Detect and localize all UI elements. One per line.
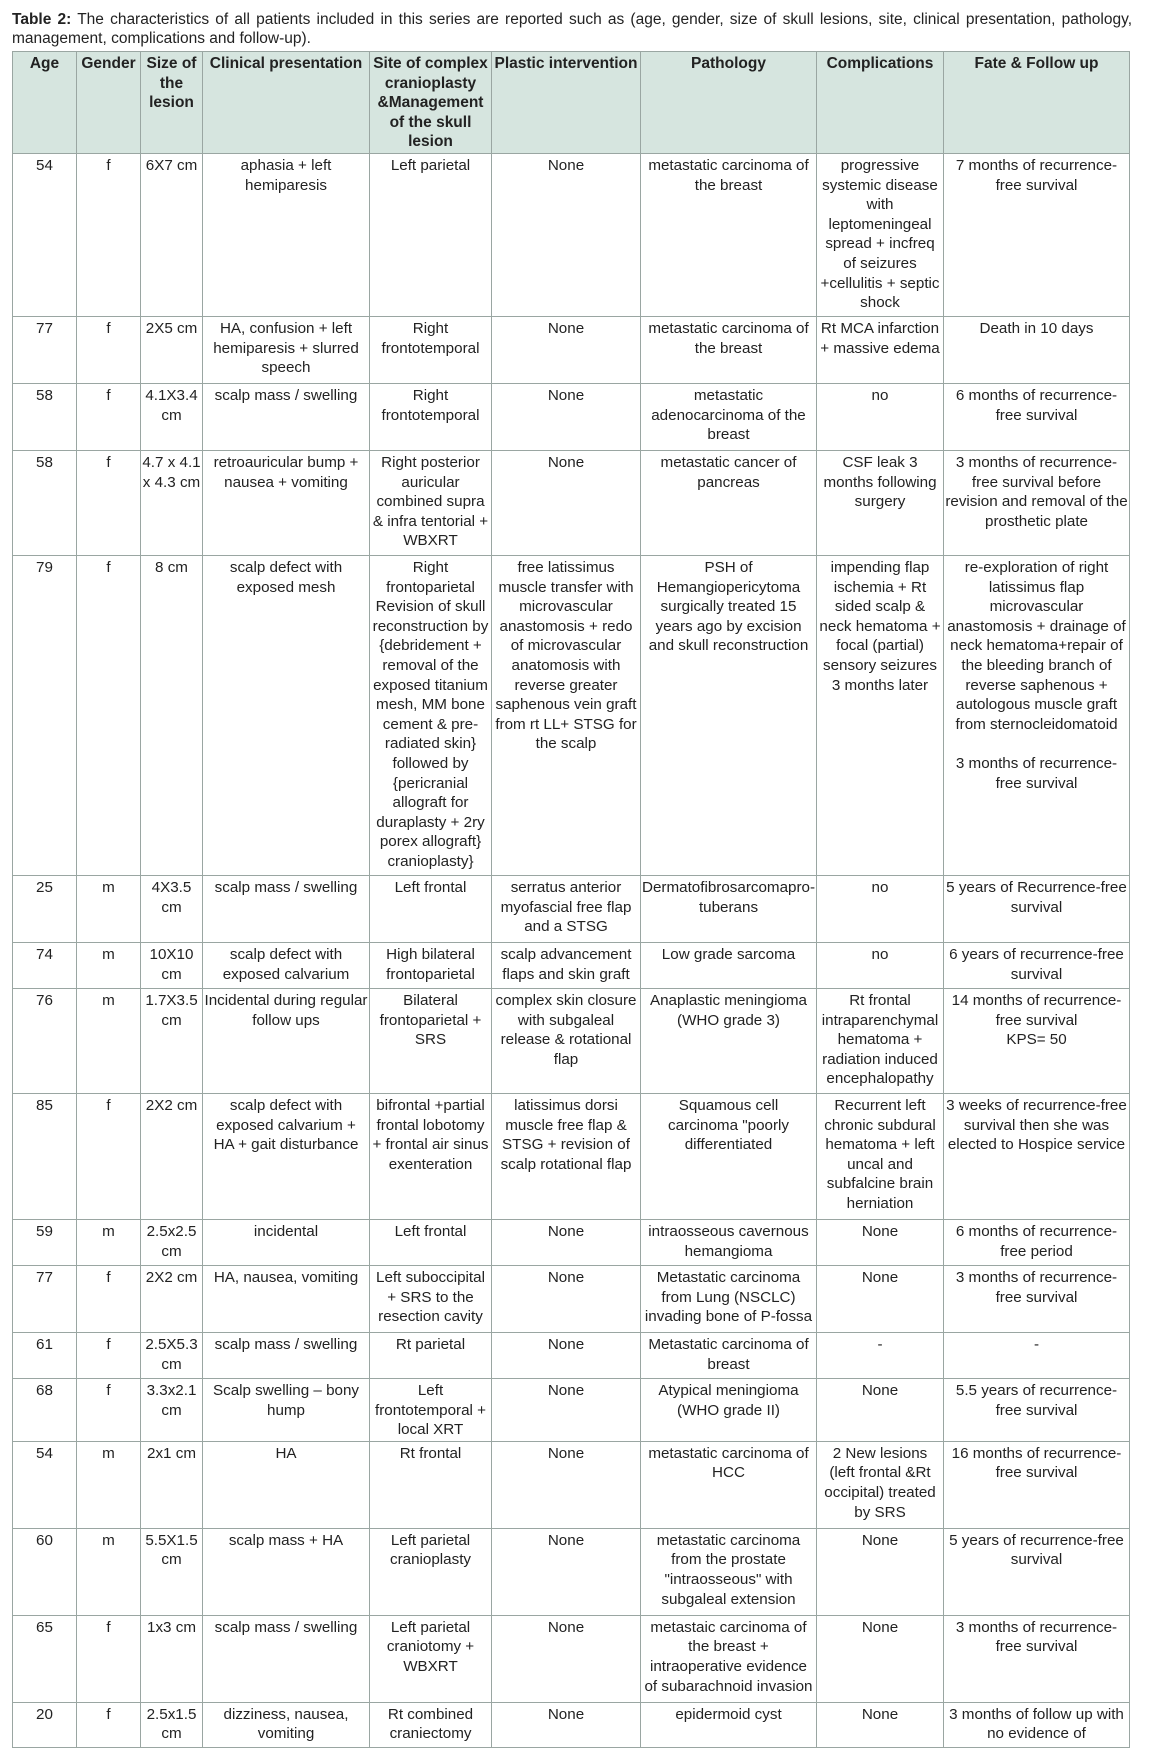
cell-complications: impending flap ischemia + Rt sided scalp & neck hematoma + focal (partial) sensory seizures 3 months later xyxy=(817,555,944,875)
cell-age: 79 xyxy=(13,555,77,875)
cell-clinical-presentation: scalp mass / swelling xyxy=(203,1615,370,1702)
cell-fate-follow-up: 3 weeks of recurrence-free survival then she was elected to Hospice service xyxy=(944,1093,1130,1219)
header-site: Site of complex cranioplasty &Management of the skull lesion xyxy=(370,52,492,154)
cell-plastic-intervention: None xyxy=(492,316,641,383)
cell-site: Bilateral frontoparietal + SRS xyxy=(370,988,492,1093)
cell-gender: f xyxy=(77,153,141,316)
cell-age: 68 xyxy=(13,1378,77,1441)
cell-age: 20 xyxy=(13,1702,77,1747)
cell-fate-follow-up: - xyxy=(944,1332,1130,1378)
cell-gender: f xyxy=(77,1378,141,1441)
cell-size: 2X2 cm xyxy=(141,1093,203,1219)
table-row xyxy=(13,1332,1130,1378)
cell-fate-follow-up: 3 months of recurrence-free survival before revision and removal of the prosthetic plate xyxy=(944,450,1130,555)
cell-complications: 2 New lesions (left frontal &Rt occipital) treated by SRS xyxy=(817,1441,944,1528)
cell-fate-follow-up: 16 months of recurrence-free survival xyxy=(944,1441,1130,1528)
cell-pathology: metastatic carcinoma of the breast xyxy=(641,153,817,316)
cell-age: 65 xyxy=(13,1615,77,1702)
cell-complications: None xyxy=(817,1265,944,1332)
cell-fate-follow-up: 5.5 years of recurrence-free survival xyxy=(944,1378,1130,1441)
cell-site: Rt frontal xyxy=(370,1441,492,1528)
cell-size: 4.1X3.4 cm xyxy=(141,383,203,450)
cell-age: 61 xyxy=(13,1332,77,1378)
cell-site: Right frontotemporal xyxy=(370,316,492,383)
table-row xyxy=(13,1378,1130,1441)
cell-size: 6X7 cm xyxy=(141,153,203,316)
table-caption xyxy=(12,10,1132,48)
cell-plastic-intervention: None xyxy=(492,1265,641,1332)
cell-fate-follow-up: re-exploration of right latissimus flap microvascular anastomosis + drainage of neck hematoma+repair of the bleeding branch of reverse saphenous + autologous muscle graft from sternocleidomatoid 3 months of recurrence-free survival xyxy=(944,555,1130,875)
cell-site: Left frontal xyxy=(370,1219,492,1265)
cell-pathology: intraosseous cavernous hemangioma xyxy=(641,1219,817,1265)
cell-complications: no xyxy=(817,942,944,988)
header-size: Size of the lesion xyxy=(141,52,203,154)
cell-age: 76 xyxy=(13,988,77,1093)
cell-pathology: PSH of Hemangiopericytoma surgically treated 15 years ago by excision and skull reconstruction xyxy=(641,555,817,875)
cell-plastic-intervention: None xyxy=(492,1332,641,1378)
cell-site: Right frontotemporal xyxy=(370,383,492,450)
cell-age: 58 xyxy=(13,383,77,450)
cell-site: High bilateral frontoparietal xyxy=(370,942,492,988)
cell-clinical-presentation: scalp defect with exposed mesh xyxy=(203,555,370,875)
cell-size: 2X2 cm xyxy=(141,1265,203,1332)
cell-pathology: epidermoid cyst xyxy=(641,1702,817,1747)
cell-gender: f xyxy=(77,1615,141,1702)
cell-plastic-intervention: None xyxy=(492,383,641,450)
cell-age: 58 xyxy=(13,450,77,555)
cell-complications: Rt frontal intraparenchymal hematoma + radiation induced encephalopathy xyxy=(817,988,944,1093)
cell-clinical-presentation: dizziness, nausea, vomiting xyxy=(203,1702,370,1747)
cell-age: 85 xyxy=(13,1093,77,1219)
header-gender: Gender xyxy=(77,52,141,154)
cell-fate-follow-up: 3 months of follow up with no evidence of xyxy=(944,1702,1130,1747)
cell-size: 2.5X5.3 cm xyxy=(141,1332,203,1378)
table-row xyxy=(13,1528,1130,1615)
caption-label: Table 2: xyxy=(12,11,72,28)
table-row xyxy=(13,875,1130,942)
cell-clinical-presentation: HA, confusion + left hemiparesis + slurred speech xyxy=(203,316,370,383)
cell-plastic-intervention: free latissimus muscle transfer with microvascular anastomosis + redo of microvascular anatomosis with reverse greater saphenous vein graft from rt LL+ STSG for the scalp xyxy=(492,555,641,875)
cell-site: Right frontoparietal Revision of skull reconstruction by {debridement + removal of the exposed titanium mesh, MM bone cement & pre-radiated skin} followed by {pericranial allograft for duraplasty + 2ry porex allograft} cranioplasty} xyxy=(370,555,492,875)
cell-complications: Recurrent left chronic subdural hematoma + left uncal and subfalcine brain herniation xyxy=(817,1093,944,1219)
table-row xyxy=(13,988,1130,1093)
header-complications: Complications xyxy=(817,52,944,154)
cell-plastic-intervention: serratus anterior myofascial free flap and a STSG xyxy=(492,875,641,942)
cell-site: Rt combined craniectomy xyxy=(370,1702,492,1747)
cell-gender: f xyxy=(77,316,141,383)
cell-gender: f xyxy=(77,1332,141,1378)
cell-fate-follow-up: 5 years of recurrence-free survival xyxy=(944,1528,1130,1615)
cell-fate-follow-up: 3 months of recurrence-free survival xyxy=(944,1265,1130,1332)
table-row xyxy=(13,383,1130,450)
cell-age: 54 xyxy=(13,153,77,316)
cell-clinical-presentation: Incidental during regular follow ups xyxy=(203,988,370,1093)
cell-site: Left parietal craniotomy + WBXRT xyxy=(370,1615,492,1702)
cell-fate-follow-up: 7 months of recurrence-free survival xyxy=(944,153,1130,316)
header-age: Age xyxy=(13,52,77,154)
header-fate-follow-up: Fate & Follow up xyxy=(944,52,1130,154)
cell-gender: m xyxy=(77,988,141,1093)
cell-pathology: metastatic cancer of pancreas xyxy=(641,450,817,555)
cell-complications: progressive systemic disease with leptomeningeal spread + incfreq of seizures +cellulitis + septic shock xyxy=(817,153,944,316)
cell-fate-follow-up: 6 years of recurrence-free survival xyxy=(944,942,1130,988)
cell-size: 2X5 cm xyxy=(141,316,203,383)
cell-size: 3.3x2.1 cm xyxy=(141,1378,203,1441)
cell-site: Left suboccipital + SRS to the resection cavity xyxy=(370,1265,492,1332)
cell-site: Rt parietal xyxy=(370,1332,492,1378)
table-row xyxy=(13,1093,1130,1219)
cell-pathology: Dermatofibrosarcomapro-tuberans xyxy=(641,875,817,942)
cell-complications: None xyxy=(817,1702,944,1747)
cell-plastic-intervention: latissimus dorsi muscle free flap & STSG + revision of scalp rotational flap xyxy=(492,1093,641,1219)
cell-gender: m xyxy=(77,1219,141,1265)
cell-site: Left frontotemporal + local XRT xyxy=(370,1378,492,1441)
cell-site: Right posterior auricular combined supra & infra tentorial + WBXRT xyxy=(370,450,492,555)
cell-clinical-presentation: scalp defect with exposed calvarium xyxy=(203,942,370,988)
caption-text: The characteristics of all patients included in this series are reported such as (age, gender, size of skull lesions, site, clinical presentation, pathology, management, complications and follow-up). xyxy=(12,11,1132,47)
cell-age: 77 xyxy=(13,1265,77,1332)
cell-clinical-presentation: Scalp swelling – bony hump xyxy=(203,1378,370,1441)
cell-fate-follow-up: Death in 10 days xyxy=(944,316,1130,383)
cell-size: 2.5x2.5 cm xyxy=(141,1219,203,1265)
cell-age: 25 xyxy=(13,875,77,942)
cell-plastic-intervention: None xyxy=(492,1702,641,1747)
cell-pathology: Squamous cell carcinoma "poorly differentiated xyxy=(641,1093,817,1219)
cell-complications: no xyxy=(817,875,944,942)
cell-clinical-presentation: scalp mass / swelling xyxy=(203,1332,370,1378)
cell-complications: Rt MCA infarction + massive edema xyxy=(817,316,944,383)
cell-gender: f xyxy=(77,383,141,450)
cell-pathology: metastatic carcinoma of HCC xyxy=(641,1441,817,1528)
cell-plastic-intervention: complex skin closure with subgaleal release & rotational flap xyxy=(492,988,641,1093)
cell-gender: m xyxy=(77,875,141,942)
cell-plastic-intervention: None xyxy=(492,450,641,555)
cell-age: 60 xyxy=(13,1528,77,1615)
cell-pathology: Anaplastic meningioma (WHO grade 3) xyxy=(641,988,817,1093)
cell-gender: m xyxy=(77,942,141,988)
cell-clinical-presentation: scalp mass / swelling xyxy=(203,875,370,942)
cell-complications: None xyxy=(817,1528,944,1615)
cell-plastic-intervention: None xyxy=(492,1378,641,1441)
cell-fate-follow-up: 6 months of recurrence-free period xyxy=(944,1219,1130,1265)
cell-complications: no xyxy=(817,383,944,450)
cell-fate-follow-up: 6 months of recurrence-free survival xyxy=(944,383,1130,450)
cell-size: 8 cm xyxy=(141,555,203,875)
cell-gender: f xyxy=(77,555,141,875)
header-plastic-intervention: Plastic intervention xyxy=(492,52,641,154)
table-row xyxy=(13,942,1130,988)
cell-pathology: metastatic carcinoma from the prostate "intraosseous" with subgaleal extension xyxy=(641,1528,817,1615)
table-body xyxy=(13,153,1130,1747)
cell-clinical-presentation: retroauricular bump + nausea + vomiting xyxy=(203,450,370,555)
cell-age: 74 xyxy=(13,942,77,988)
cell-plastic-intervention: None xyxy=(492,1528,641,1615)
table-header xyxy=(13,52,1130,154)
cell-size: 4.7 x 4.1 x 4.3 cm xyxy=(141,450,203,555)
cell-clinical-presentation: HA, nausea, vomiting xyxy=(203,1265,370,1332)
cell-clinical-presentation: incidental xyxy=(203,1219,370,1265)
cell-site: Left frontal xyxy=(370,875,492,942)
cell-gender: f xyxy=(77,1702,141,1747)
cell-complications: - xyxy=(817,1332,944,1378)
cell-site: Left parietal xyxy=(370,153,492,316)
cell-clinical-presentation: aphasia + left hemiparesis xyxy=(203,153,370,316)
cell-size: 5.5X1.5 cm xyxy=(141,1528,203,1615)
cell-clinical-presentation: scalp mass + HA xyxy=(203,1528,370,1615)
table-row xyxy=(13,316,1130,383)
cell-site: bifrontal +partial frontal lobotomy + frontal air sinus exenteration xyxy=(370,1093,492,1219)
cell-pathology: Metastatic carcinoma of breast xyxy=(641,1332,817,1378)
cell-plastic-intervention: None xyxy=(492,1615,641,1702)
table-row xyxy=(13,1265,1130,1332)
cell-plastic-intervention: None xyxy=(492,153,641,316)
table-row xyxy=(13,1441,1130,1528)
cell-gender: f xyxy=(77,1093,141,1219)
cell-age: 59 xyxy=(13,1219,77,1265)
cell-pathology: metastatic carcinoma of the breast xyxy=(641,316,817,383)
cell-plastic-intervention: None xyxy=(492,1219,641,1265)
cell-complications: None xyxy=(817,1219,944,1265)
cell-pathology: Low grade sarcoma xyxy=(641,942,817,988)
cell-pathology: Atypical meningioma (WHO grade II) xyxy=(641,1378,817,1441)
cell-age: 54 xyxy=(13,1441,77,1528)
cell-size: 2.5x1.5 cm xyxy=(141,1702,203,1747)
cell-size: 1x3 cm xyxy=(141,1615,203,1702)
cell-clinical-presentation: scalp mass / swelling xyxy=(203,383,370,450)
cell-size: 2x1 cm xyxy=(141,1441,203,1528)
cell-pathology: metastatic adenocarcinoma of the breast xyxy=(641,383,817,450)
cell-complications: None xyxy=(817,1378,944,1441)
cell-clinical-presentation: scalp defect with exposed calvarium + HA + gait disturbance xyxy=(203,1093,370,1219)
header-row xyxy=(13,52,1130,154)
cell-plastic-intervention: None xyxy=(492,1441,641,1528)
cell-gender: m xyxy=(77,1441,141,1528)
cell-complications: None xyxy=(817,1615,944,1702)
table-row xyxy=(13,1615,1130,1702)
table-row xyxy=(13,1702,1130,1747)
cell-gender: f xyxy=(77,450,141,555)
cell-size: 4X3.5 cm xyxy=(141,875,203,942)
cell-clinical-presentation: HA xyxy=(203,1441,370,1528)
cell-plastic-intervention: scalp advancement flaps and skin graft xyxy=(492,942,641,988)
cell-complications: CSF leak 3 months following surgery xyxy=(817,450,944,555)
header-clinical-presentation: Clinical presentation xyxy=(203,52,370,154)
patient-characteristics-table xyxy=(12,51,1130,1748)
table-row xyxy=(13,555,1130,875)
cell-site: Left parietal cranioplasty xyxy=(370,1528,492,1615)
cell-gender: f xyxy=(77,1265,141,1332)
table-row xyxy=(13,450,1130,555)
header-pathology: Pathology xyxy=(641,52,817,154)
cell-age: 77 xyxy=(13,316,77,383)
cell-pathology: metastaic carcinoma of the breast + intraoperative evidence of subarachnoid invasion xyxy=(641,1615,817,1702)
cell-gender: m xyxy=(77,1528,141,1615)
cell-fate-follow-up: 3 months of recurrence-free survival xyxy=(944,1615,1130,1702)
table-row xyxy=(13,1219,1130,1265)
cell-pathology: Metastatic carcinoma from Lung (NSCLC) invading bone of P-fossa xyxy=(641,1265,817,1332)
table-row xyxy=(13,153,1130,316)
cell-fate-follow-up: 14 months of recurrence-free survival KPS= 50 xyxy=(944,988,1130,1093)
cell-size: 1.7X3.5 cm xyxy=(141,988,203,1093)
cell-size: 10X10 cm xyxy=(141,942,203,988)
cell-fate-follow-up: 5 years of Recurrence-free survival xyxy=(944,875,1130,942)
